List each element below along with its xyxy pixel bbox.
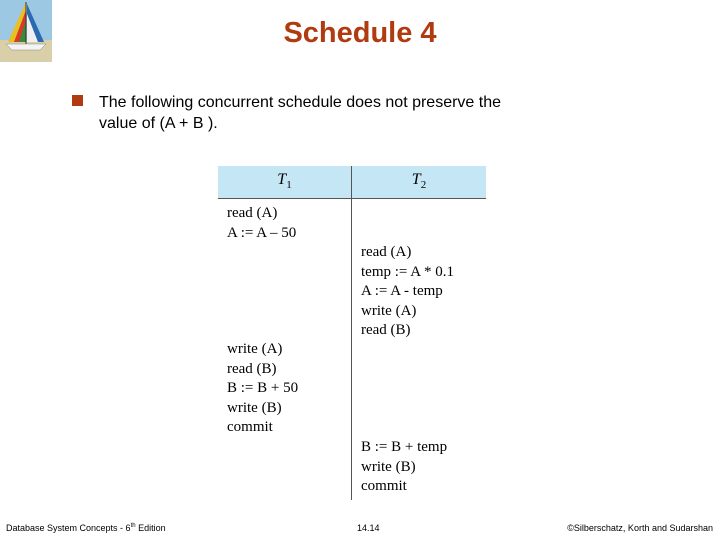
operation: write (A): [361, 302, 417, 319]
operation: B := B + temp: [361, 439, 448, 455]
table-header: [218, 166, 486, 198]
operation: commit: [227, 419, 273, 435]
t2-operations-block-1: [361, 243, 454, 341]
header-t2: [352, 171, 486, 191]
operation: temp := A * 0.1: [361, 263, 455, 280]
operation: A := A - temp: [361, 283, 443, 299]
t2-operations-block-2: [361, 438, 447, 497]
footer-copyright: ©Silberschatz, Korth and Sudarshan: [567, 523, 713, 533]
t1-operations-block-2: [227, 340, 298, 438]
square-bullet-icon: [72, 95, 83, 106]
bullet-text-line-2: value of (A + B ).: [99, 115, 218, 132]
slide-title: Schedule 4: [283, 17, 437, 49]
footer-page-number: 14.14: [357, 523, 380, 533]
header-t1-base: T: [277, 171, 287, 188]
operation: B := B + 50: [227, 380, 299, 396]
bullet-text: [99, 92, 619, 134]
operation: read (A): [227, 205, 278, 221]
operation: write (B): [361, 458, 416, 475]
footer-edition-text: Edition: [135, 523, 166, 533]
footer-book-title-text: Database System Concepts - 6: [6, 523, 131, 533]
operation: commit: [361, 478, 407, 494]
operation: write (A): [227, 341, 283, 357]
footer-edition-sup: th: [130, 523, 136, 529]
operation: write (B): [227, 399, 282, 416]
header-t2-base: T: [411, 171, 421, 188]
operation: A := A – 50: [227, 224, 297, 241]
bullet-text-line-1: The following concurrent schedule does not preserve the: [99, 94, 502, 111]
header-t1-sub: 1: [286, 179, 292, 192]
operation: read (B): [227, 360, 277, 377]
header-divider: [218, 198, 486, 199]
operation: read (B): [361, 322, 411, 338]
footer-book-title: [6, 523, 166, 533]
header-t1: [218, 171, 351, 191]
operation: read (A): [361, 244, 412, 260]
header-t2-sub: 2: [420, 179, 427, 192]
schedule-table: [218, 166, 486, 500]
t1-operations-block-1: [227, 204, 296, 243]
column-divider: [351, 166, 352, 500]
